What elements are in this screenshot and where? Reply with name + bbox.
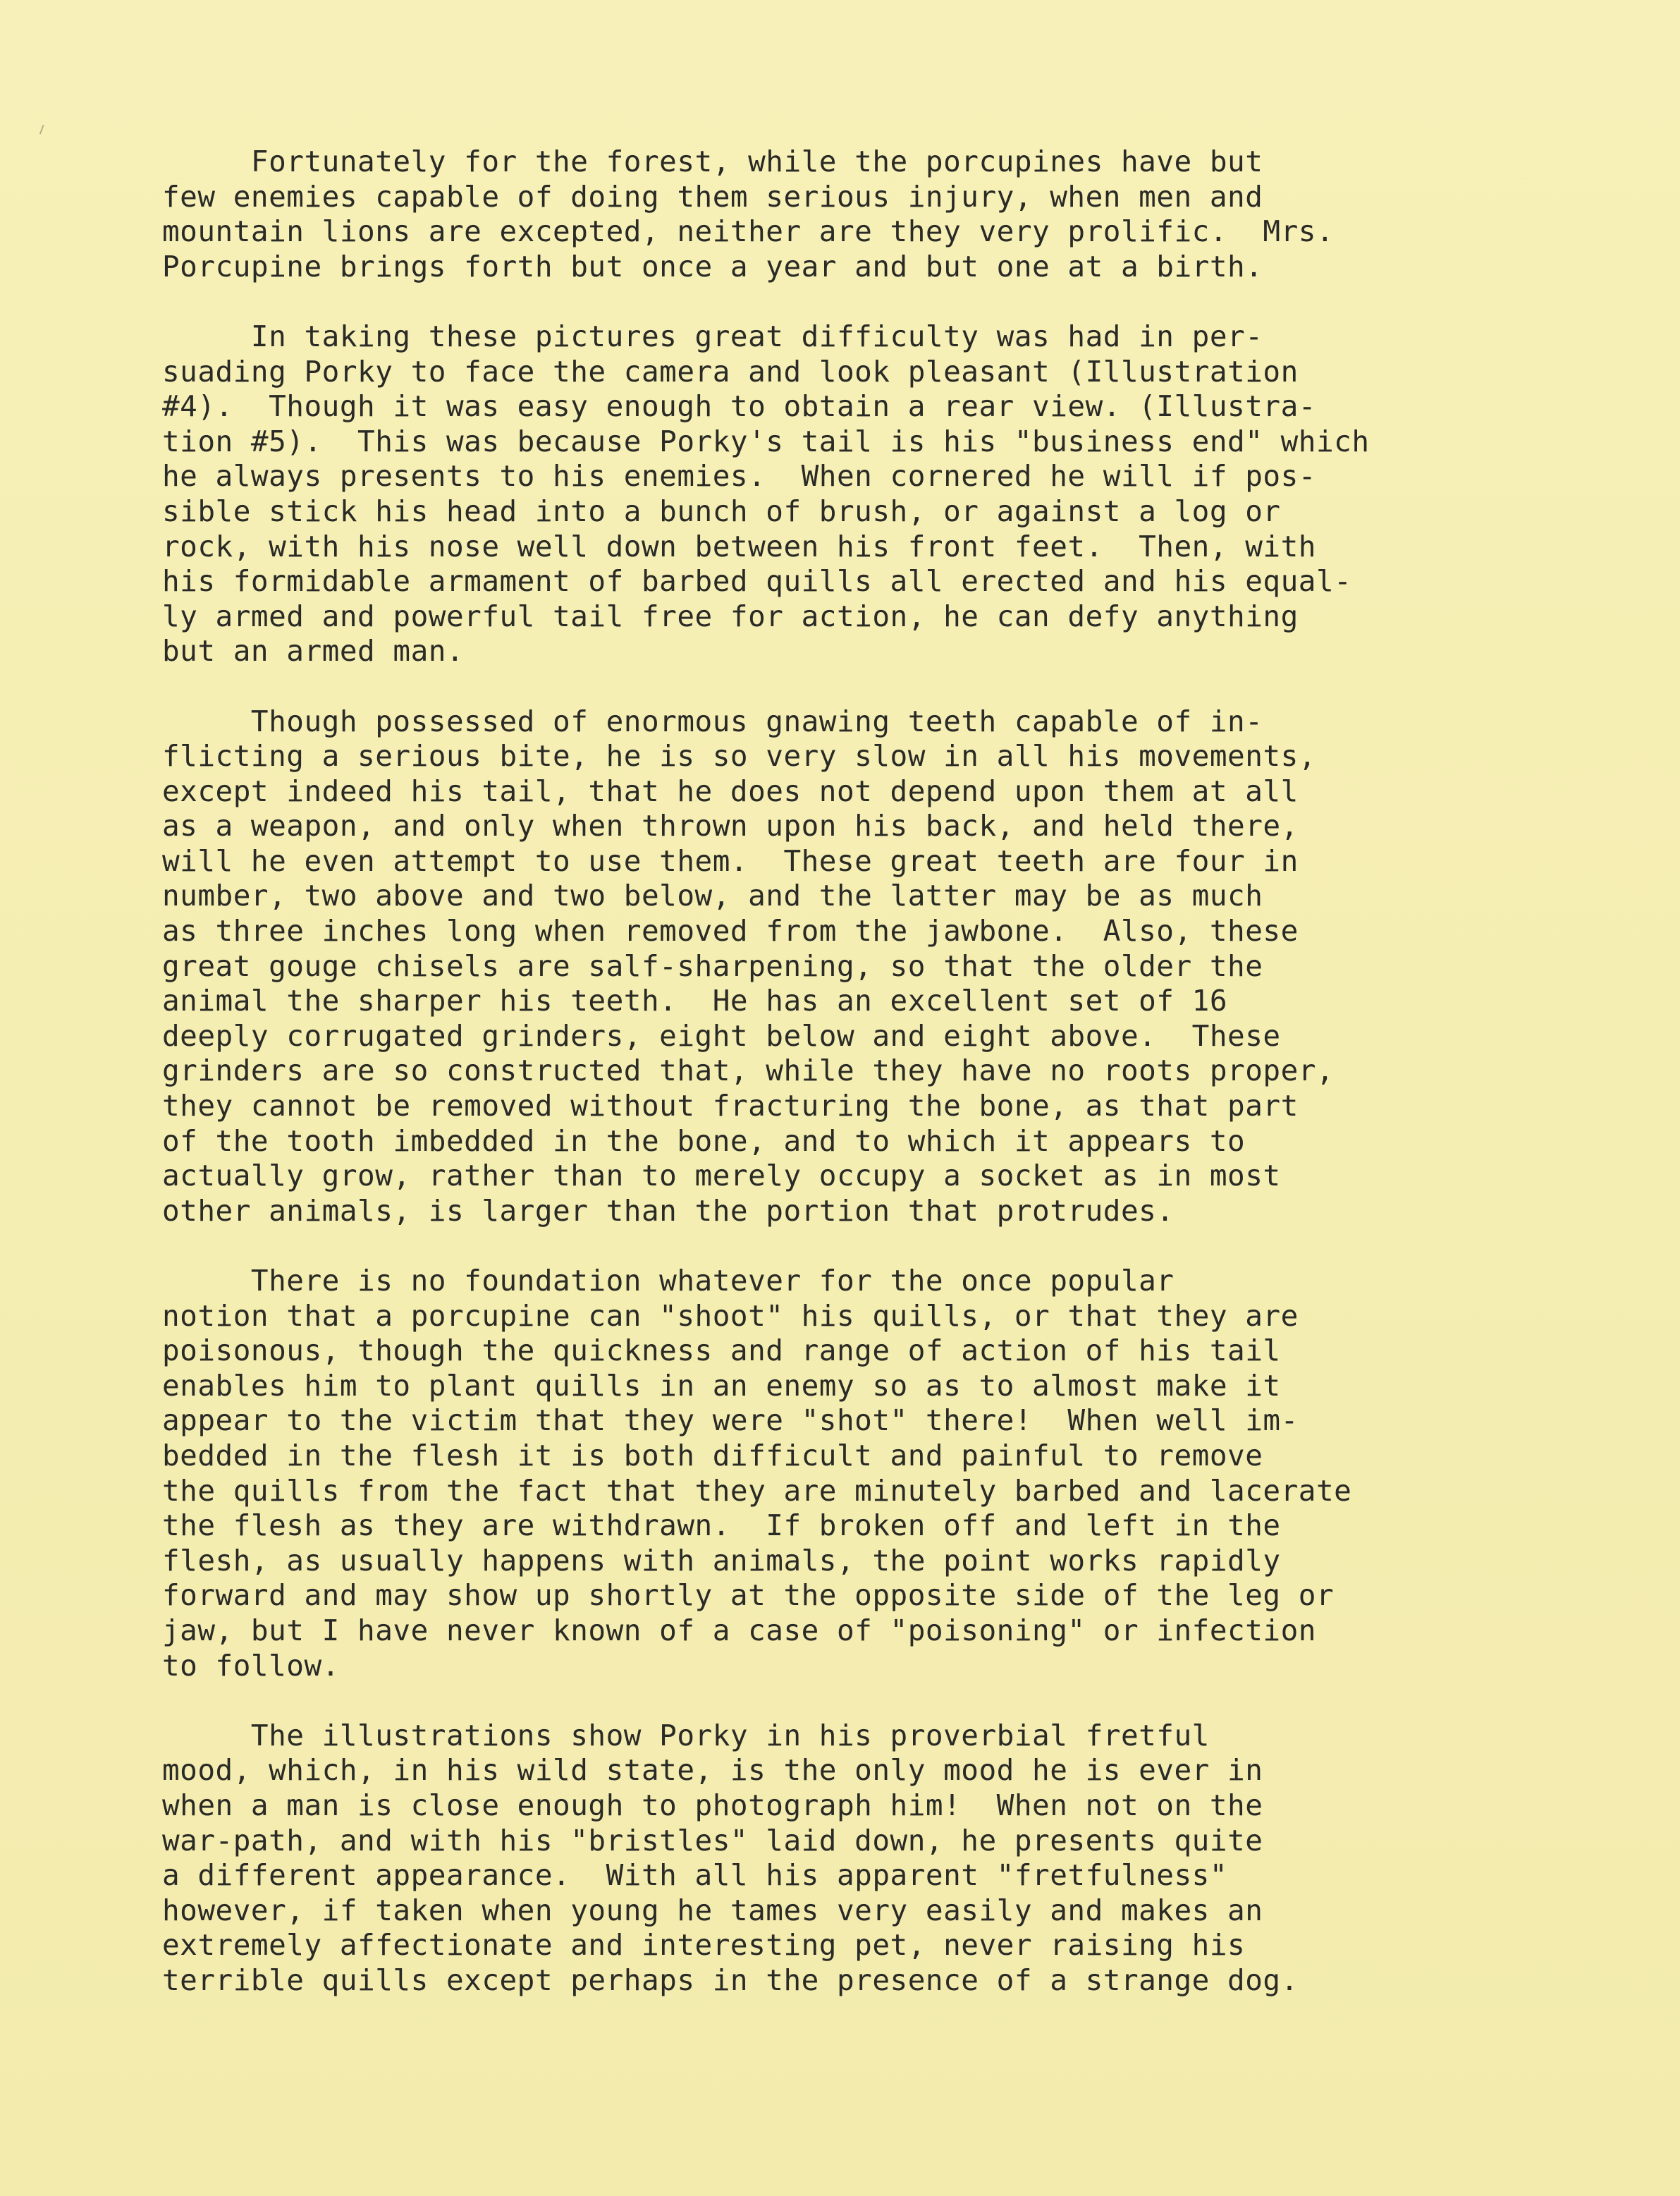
text-line: suading Porky to face the camera and look pleasant (Illustration: [162, 354, 1299, 389]
text-line: will he even attempt to use them. These great teeth are four in: [162, 843, 1299, 878]
text-line: jaw, but I have never known of a case of "poisoning" or infection: [162, 1613, 1316, 1647]
text-line: In taking these pictures great difficulty was had in per-: [162, 319, 1263, 353]
paragraph: [162, 704, 1607, 1229]
text-line: terrible quills except perhaps in the presence of a strange dog.: [162, 1963, 1299, 1997]
text-line: number, two above and two below, and the latter may be as much: [162, 879, 1263, 913]
text-line: ly armed and powerful tail free for action, he can defy anything: [162, 599, 1299, 633]
text-line: few enemies capable of doing them serious injury, when men and: [162, 179, 1263, 214]
pencil-mark: [39, 125, 49, 137]
text-line: rock, with his nose well down between his front feet. Then, with: [162, 529, 1316, 563]
text-line: of the tooth imbedded in the bone, and to which it appears to: [162, 1123, 1246, 1158]
text-line: There is no foundation whatever for the once popular: [162, 1264, 1175, 1298]
text-line: other animals, is larger than the portion that protrudes.: [162, 1193, 1175, 1228]
text-line: appear to the victim that they were "shot" there! When well im-: [162, 1403, 1299, 1438]
text-line: enables him to plant quills in an enemy so as to almost make it: [162, 1368, 1281, 1403]
text-line: Though possessed of enormous gnawing teeth capable of in-: [162, 704, 1263, 738]
text-line: Fortunately for the forest, while the porcupines have but: [162, 145, 1263, 178]
text-line: but an armed man.: [162, 634, 465, 669]
text-line: mood, which, in his wild state, is the only mood he is ever in: [162, 1753, 1263, 1788]
document-body: [162, 145, 1607, 2033]
text-line: Porcupine brings forth but once a year and but one at a birth.: [162, 249, 1263, 283]
text-line: forward and may show up shortly at the opposite side of the leg or: [162, 1578, 1335, 1613]
text-line: sible stick his head into a bunch of brush, or against a log or: [162, 494, 1281, 528]
paragraph: [162, 145, 1607, 284]
text-line: mountain lions are excepted, neither are they very prolific. Mrs.: [162, 214, 1335, 249]
text-line: a different appearance. With all his apparent "fretfulness": [162, 1858, 1228, 1893]
text-line: bedded in the flesh it is both difficult and painful to remove: [162, 1438, 1263, 1472]
text-line: flicting a serious bite, he is so very slow in all his movements,: [162, 739, 1316, 774]
text-line: actually grow, rather than to merely occupy a socket as in most: [162, 1159, 1281, 1193]
text-line: great gouge chisels are salf-sharpening, so that the older the: [162, 948, 1263, 983]
text-line: when a man is close enough to photograph him! When not on the: [162, 1788, 1263, 1822]
text-line: they cannot be removed without fracturing the bone, as that part: [162, 1089, 1299, 1123]
paragraph: [162, 319, 1607, 669]
text-line: war-path, and with his "bristles" laid down, he presents quite: [162, 1823, 1263, 1858]
text-line: deeply corrugated grinders, eight below and eight above. These: [162, 1018, 1281, 1053]
text-line: flesh, as usually happens with animals, the point works rapidly: [162, 1543, 1281, 1578]
text-line: poisonous, though the quickness and range of action of his tail: [162, 1334, 1281, 1368]
paragraph: [162, 1264, 1607, 1683]
text-line: the flesh as they are withdrawn. If broken off and left in the: [162, 1508, 1281, 1543]
text-line: animal the sharper his teeth. He has an excellent set of 16: [162, 984, 1228, 1018]
text-line: notion that a porcupine can "shoot" his quills, or that they are: [162, 1298, 1299, 1333]
text-line: The illustrations show Porky in his proverbial fretful: [162, 1718, 1210, 1752]
paragraph: [162, 1719, 1607, 1999]
text-line: he always presents to his enemies. When cornered he will if pos-: [162, 459, 1316, 494]
text-line: however, if taken when young he tames very easily and makes an: [162, 1893, 1263, 1927]
text-line: as a weapon, and only when thrown upon his back, and held there,: [162, 809, 1299, 843]
text-line: tion #5). This was because Porky's tail is his "business end" which: [162, 424, 1370, 458]
text-line: as three inches long when removed from the jawbone. Also, these: [162, 914, 1299, 948]
text-line: extremely affectionate and interesting pet, never raising his: [162, 1928, 1246, 1963]
text-line: the quills from the fact that they are minutely barbed and lacerate: [162, 1473, 1352, 1508]
text-line: to follow.: [162, 1648, 340, 1683]
text-line: #4). Though it was easy enough to obtain a rear view. (Illustra-: [162, 389, 1316, 424]
text-line: his formidable armament of barbed quills all erected and his equal-: [162, 564, 1352, 599]
text-line: except indeed his tail, that he does not depend upon them at all: [162, 774, 1299, 808]
text-line: grinders are so constructed that, while they have no roots proper,: [162, 1054, 1335, 1088]
